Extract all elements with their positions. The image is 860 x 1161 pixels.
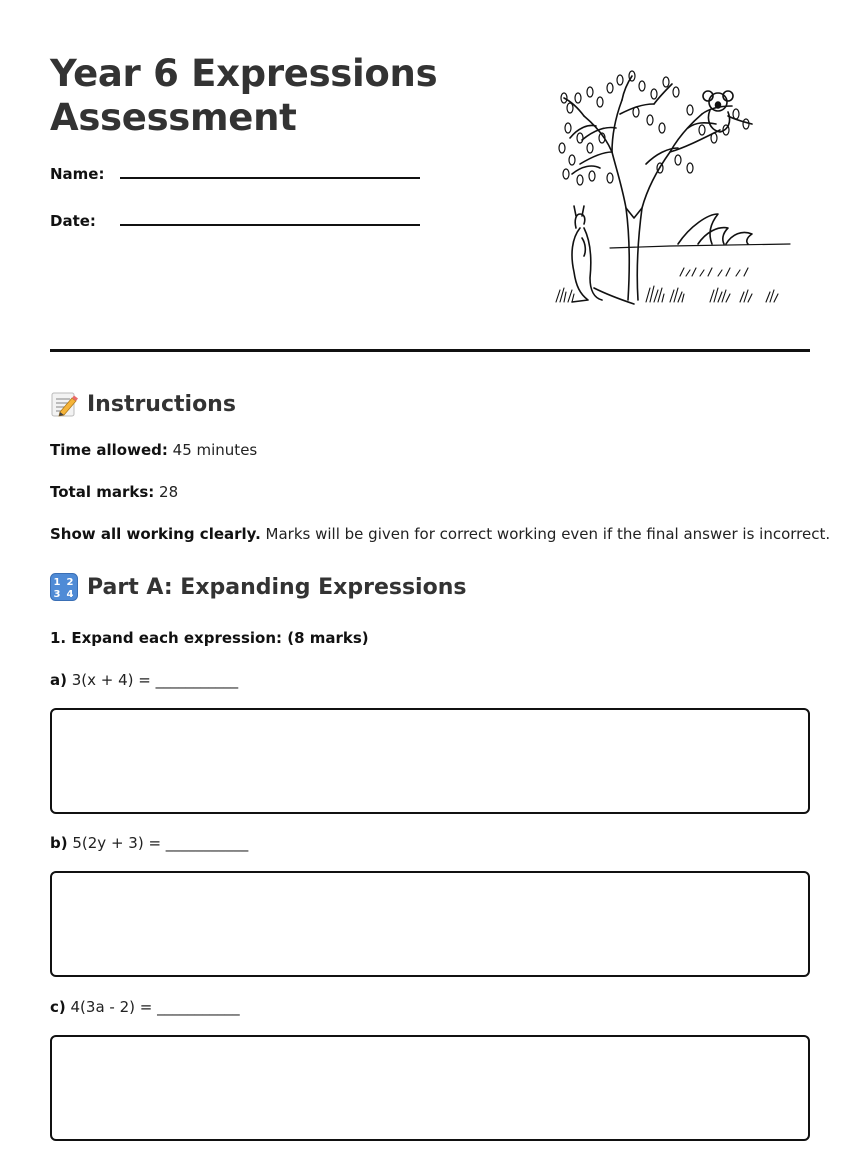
question-1-text: 1. Expand each expression: (8 marks)	[50, 629, 369, 647]
total-marks-label: Total marks:	[50, 483, 155, 501]
date-field[interactable]	[50, 212, 96, 230]
item-c-label: c)	[50, 998, 66, 1016]
svg-text:3: 3	[53, 589, 61, 600]
svg-text:4: 4	[66, 589, 74, 600]
title-line-1: Year 6 Expressions	[50, 52, 438, 95]
item-b	[50, 834, 248, 852]
item-c	[50, 998, 240, 1016]
time-allowed	[50, 441, 257, 459]
total-marks-value: 28	[154, 483, 179, 501]
page-title	[50, 52, 437, 140]
part-a-heading-text: Part A: Expanding Expressions	[87, 574, 467, 600]
date-input-line[interactable]	[120, 224, 420, 226]
item-c-expression: 4(3a - 2) = ___________	[65, 998, 240, 1016]
time-allowed-label: Time allowed:	[50, 441, 168, 459]
header-divider	[50, 349, 810, 352]
svg-text:2: 2	[66, 577, 74, 588]
instructions-heading	[50, 390, 236, 418]
instructions-heading-text: Instructions	[87, 391, 236, 417]
numbers-1234-icon	[50, 573, 78, 601]
title-line-2: Assessment	[50, 96, 297, 139]
name-field[interactable]	[50, 165, 104, 183]
australian-scene-icon	[550, 68, 800, 313]
answer-box-b[interactable]	[50, 871, 810, 977]
item-b-expression: 5(2y + 3) = ___________	[67, 834, 249, 852]
date-label: Date:	[50, 212, 96, 230]
working-note-bold: Show all working clearly.	[50, 525, 261, 543]
answer-box-c[interactable]	[50, 1035, 810, 1141]
total-marks	[50, 483, 178, 501]
name-label: Name:	[50, 165, 105, 183]
part-a-heading	[50, 573, 466, 601]
working-note	[50, 525, 830, 543]
item-b-label: b)	[50, 834, 68, 852]
question-1	[50, 629, 369, 647]
memo-icon	[50, 390, 78, 418]
item-a	[50, 671, 238, 689]
item-a-expression: 3(x + 4) = ___________	[66, 671, 239, 689]
time-allowed-value: 45 minutes	[167, 441, 258, 459]
svg-text:1: 1	[53, 577, 61, 588]
working-note-text: Marks will be given for correct working even if the final answer is incorrect.	[260, 525, 831, 543]
name-input-line[interactable]	[120, 177, 420, 179]
item-a-label: a)	[50, 671, 67, 689]
answer-box-a[interactable]	[50, 708, 810, 814]
